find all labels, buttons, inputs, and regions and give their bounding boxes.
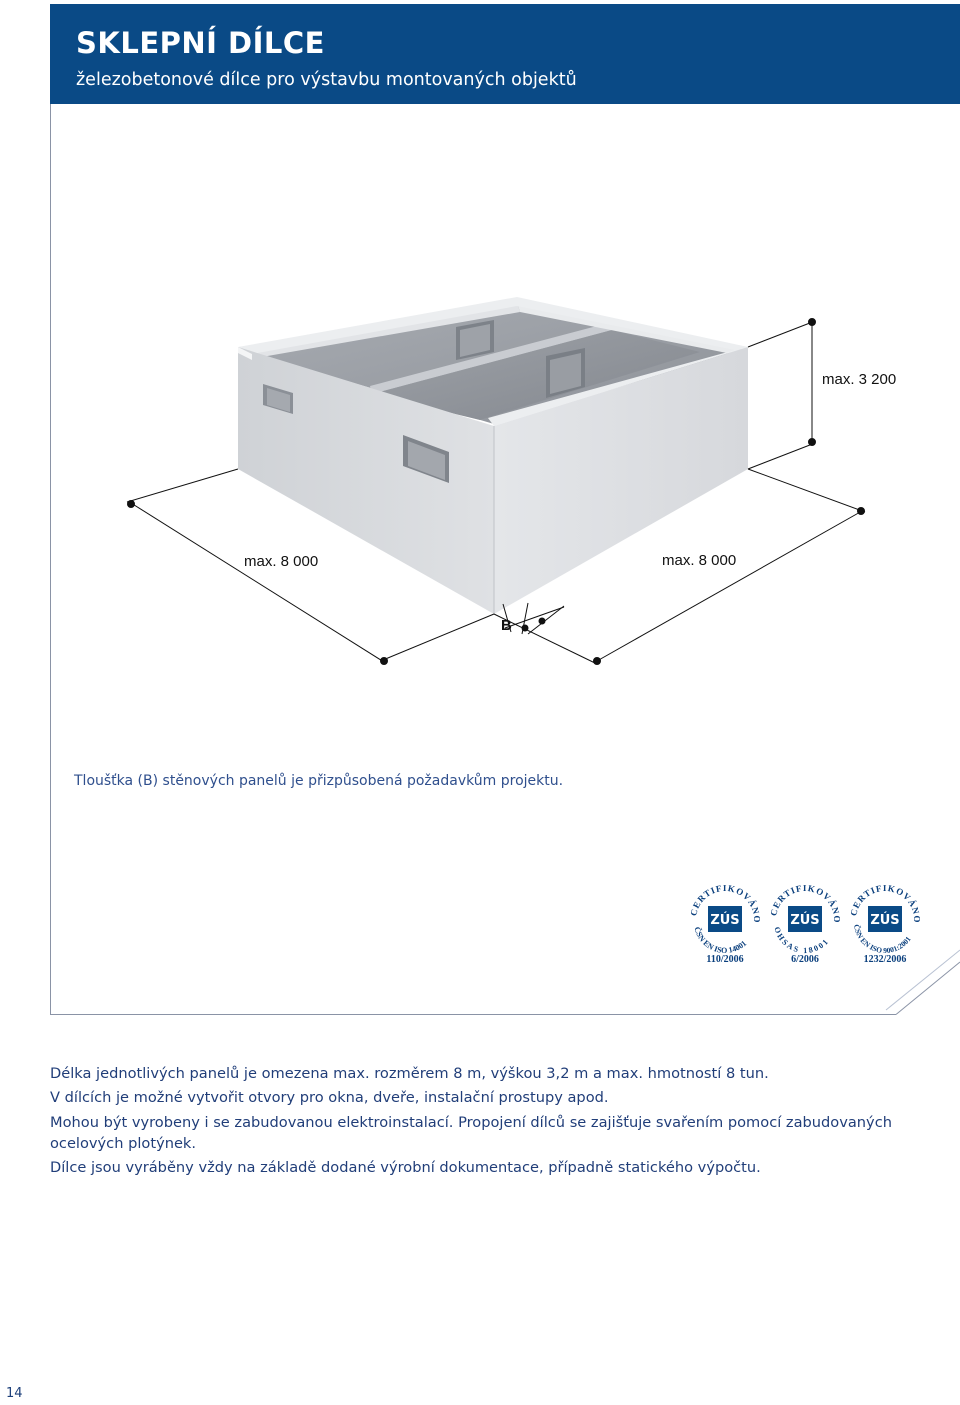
svg-text:ZÚS: ZÚS <box>710 913 740 928</box>
certificate-ohsas18001 <box>766 876 844 968</box>
page-number: 14 <box>6 1386 23 1401</box>
description-text <box>50 1063 910 1178</box>
certificate-iso14001 <box>686 876 764 968</box>
svg-text:ZÚS: ZÚS <box>870 913 900 928</box>
height-dimension-label: max. 3 200 <box>822 371 897 388</box>
zus-certificate-seal-icon <box>686 876 764 956</box>
paragraph: V dílcích je možné vytvořit otvory pro okna, dveře, instalační prostupy apod. <box>50 1089 609 1107</box>
svg-text:ČSN EN ISO 14001: ČSN EN ISO 14001 <box>692 925 749 956</box>
zus-certificate-seal-icon <box>766 876 844 956</box>
length-left-dimension-label: max. 8 000 <box>244 553 319 570</box>
zus-certificate-seal-icon <box>846 876 924 956</box>
paragraph: Dílce jsou vyráběny vždy na základě dodané výrobní dokumentace, případně statického výpočtu. <box>50 1159 761 1177</box>
svg-text:CERTIFIKOVÁNO: CERTIFIKOVÁNO <box>768 882 843 924</box>
page-title: SKLEPNÍ DÍLCE <box>76 26 325 60</box>
paragraph: Mohou být vyrobeny i se zabudovanou elektroinstalací. Propojení dílců se zajišťuje svařením pomocí zabudovaných ocelových plotýnek. <box>50 1113 892 1152</box>
thickness-dimension-label: B <box>501 617 512 634</box>
certificate-number: 6/2006 <box>791 954 819 965</box>
certificate-number: 1232/2006 <box>863 954 907 965</box>
svg-text:ČSN EN ISO 9001:2001: ČSN EN ISO 9001:2001 <box>852 923 913 956</box>
svg-text:OHSAS 18001: OHSAS 18001 <box>772 925 832 956</box>
certification-logos <box>686 876 926 968</box>
page-subtitle: železobetonové dílce pro výstavbu montovaných objektů <box>76 70 577 90</box>
svg-text:CERTIFIKOVÁNO: CERTIFIKOVÁNO <box>688 882 763 924</box>
certificate-number: 110/2006 <box>706 954 744 965</box>
svg-text:CERTIFIKOVÁNO: CERTIFIKOVÁNO <box>848 882 923 924</box>
paragraph: Délka jednotlivých panelů je omezena max. rozměrem 8 m, výškou 3,2 m a max. hmotností 8 tun. <box>50 1065 769 1082</box>
length-right-dimension-label: max. 8 000 <box>662 552 737 569</box>
figure-caption: Tloušťka (B) stěnových panelů je přizpůsobená požadavkům projektu. <box>74 773 564 789</box>
page-header <box>50 4 960 104</box>
svg-text:ZÚS: ZÚS <box>790 913 820 928</box>
certificate-iso9001 <box>846 876 924 968</box>
